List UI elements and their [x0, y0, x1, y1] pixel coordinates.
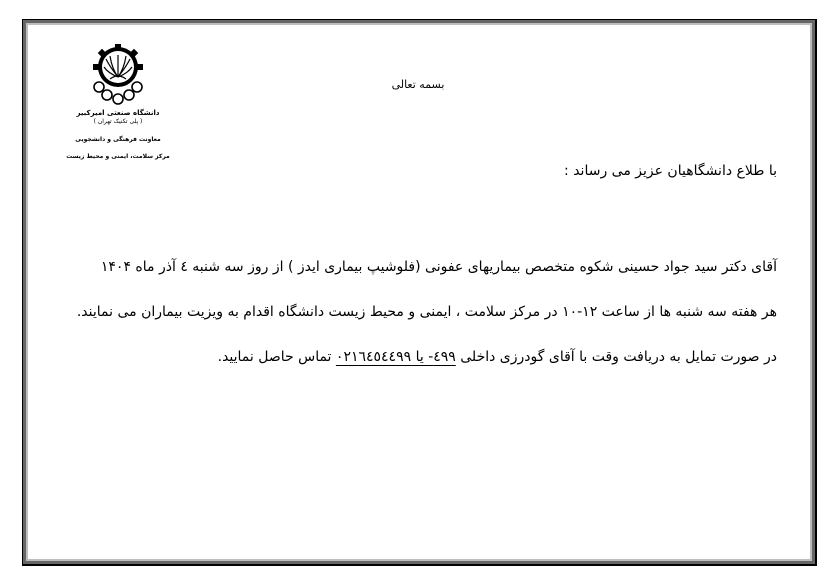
contact-suffix: تماس حاصل نمایید. [217, 349, 336, 365]
contact-prefix: در صورت تمایل به دریافت وقت با آقای گودرزی داخلی [455, 349, 777, 365]
university-emblem-icon [88, 43, 148, 107]
page-frame [22, 19, 817, 566]
university-name: دانشگاه صنعتی امیرکبیر [76, 109, 160, 117]
basmala-heading: بسمه تعالی [391, 78, 445, 91]
document-page [28, 25, 810, 559]
letterhead [64, 43, 172, 160]
university-subtitle: ( پلی تکنیک تهران ) [93, 118, 143, 125]
frame-bevel [26, 23, 812, 561]
announcement-line-1: آقای دکتر سید جواد حسینی شکوه متخصص بیماریهای عفونی (فلوشیپ بیماری ایدز ) از روز سه شنبه ٤ آذر ماه ۱۴۰۴ [100, 259, 777, 275]
announcement-line-2: هر هفته سه شنبه ها از ساعت ۱۲-۱۰ در مرکز سلامت ، ایمنی و محیط زیست دانشگاه اقدام به ویزیت بیماران می نمایند. [76, 304, 777, 320]
announcement-line-3 [218, 349, 777, 365]
greeting-line: با طلاع دانشگاهیان عزیز می رساند : [564, 163, 777, 179]
center-name: مرکز سلامت، ایمنی و محیط زیست [66, 153, 170, 160]
contact-phone: ٤٩٩- یا ٠٢١٦٤٥٤٤٩٩ [335, 349, 456, 365]
department-name: معاونت فرهنگی و دانشجویی [75, 136, 161, 143]
